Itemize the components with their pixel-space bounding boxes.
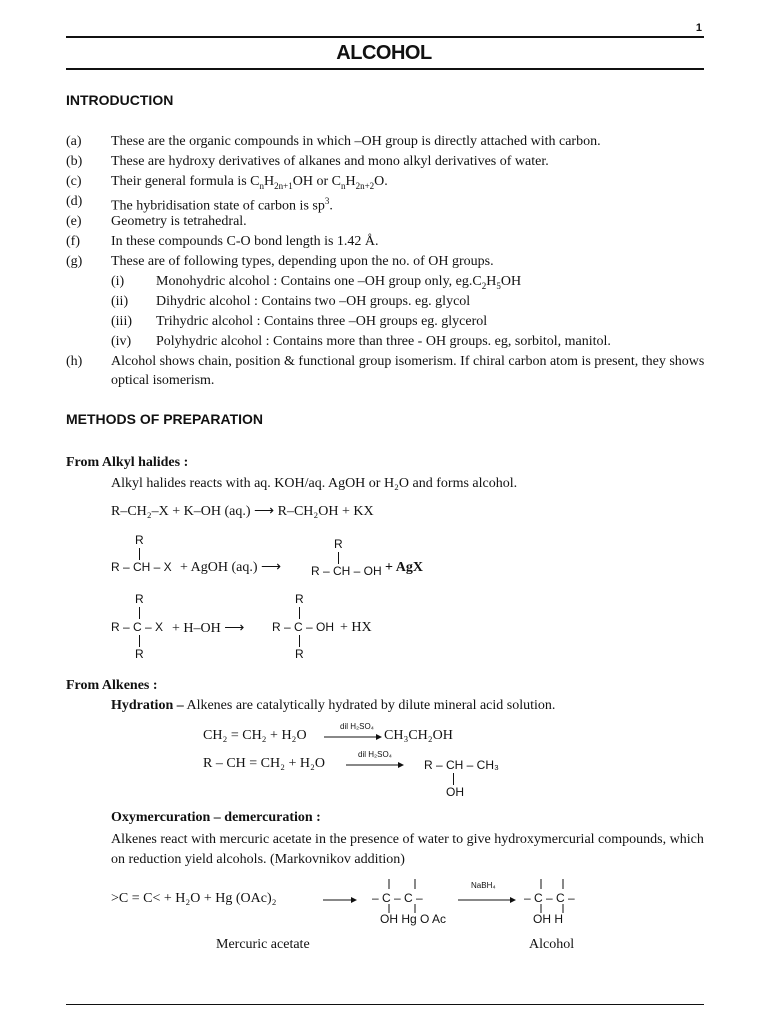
eq3-bond-top-right bbox=[299, 607, 300, 619]
item-text: These are of following types, depending upon the no. of OH groups. bbox=[111, 254, 494, 269]
eq2-product-alcohol: R – CH – OH bbox=[311, 564, 382, 578]
item-label: (f) bbox=[66, 234, 80, 249]
subitem-label: (i) bbox=[111, 274, 125, 289]
oxymercuration-product-substituents: OH H bbox=[533, 912, 563, 926]
eq3-bond-bottom-left bbox=[139, 635, 140, 647]
item-label: (d) bbox=[66, 194, 83, 209]
hydration-eq2-oh: OH bbox=[446, 785, 464, 799]
item-text-hybridisation: The hybridisation state of carbon is $sp^3$. bbox=[111, 196, 333, 214]
hydration-eq2-product: R – CH – CH₃ bbox=[424, 758, 499, 772]
page-number: 1 bbox=[695, 22, 702, 34]
caption-mercuric-acetate: Mercuric acetate bbox=[216, 937, 310, 952]
eq2-byproduct: + AgX bbox=[385, 560, 423, 575]
eq2-bond-right bbox=[338, 552, 339, 564]
subitem-text: Dihydric alcohol : Contains two –OH groups. eg. glycol bbox=[156, 294, 471, 309]
item-label: (g) bbox=[66, 254, 83, 269]
oxymercuration-intermediate-substituents: OH Hg O Ac bbox=[380, 912, 447, 926]
eq2-substituent-r-right: R bbox=[334, 537, 343, 551]
top-rule bbox=[66, 36, 704, 38]
eq3-substituent-r-top-left: R bbox=[135, 592, 144, 606]
oxymercuration-reactants: >C = C< + H₂O + Hg (OAc)₂ bbox=[111, 891, 277, 906]
oxymercuration-reagent: NaBH₄ bbox=[471, 881, 496, 890]
hydration-eq1-arrow bbox=[324, 733, 382, 741]
alkenes-heading: From Alkenes : bbox=[66, 678, 158, 693]
eq2-substituent-r-left: R bbox=[135, 533, 144, 547]
eq3-bond-top-left bbox=[139, 607, 140, 619]
eq2-bond-left bbox=[139, 548, 140, 560]
item-text: These are the organic compounds in which –OH group is directly attached with carbon. bbox=[111, 134, 601, 149]
subitem-label: (iii) bbox=[111, 314, 132, 329]
subitem-text: Monohydric alcohol : Contains one –OH group only, $eg.C_2H_5OH$ bbox=[156, 274, 522, 291]
subitem-label: (iv) bbox=[111, 334, 132, 349]
item-text: These are hydroxy derivatives of alkanes and mono alkyl derivatives of water. bbox=[111, 154, 549, 169]
eq3-byproduct: + HX bbox=[340, 620, 372, 635]
title-rule bbox=[66, 68, 704, 70]
eq2-reactant: R – CH – X bbox=[111, 560, 172, 574]
eq3-product-alcohol: R – C – OH bbox=[272, 620, 335, 634]
item-label: (h) bbox=[66, 354, 83, 369]
item-label: (b) bbox=[66, 154, 83, 169]
eq3-substituent-r-bottom-left: R bbox=[135, 647, 144, 661]
hydration-description: Alkenes are catalytically hydrated by dilute mineral acid solution. bbox=[186, 698, 556, 713]
alkyl-halides-heading: From Alkyl halides : bbox=[66, 455, 189, 470]
eq3-reactant: R – C – X bbox=[111, 620, 164, 634]
eq2-reagent: + AgOH (aq.) ⟶ bbox=[180, 560, 282, 575]
eq3-substituent-r-bottom-right: R bbox=[295, 647, 304, 661]
oxymercuration-description: Alkenes react with mercuric acetate in the presence of water to give hydroxymercurial compounds, which on reduction yield alcohols. (Markovnikov addition) bbox=[111, 832, 704, 867]
subitem-text: Polyhydric alcohol : Contains more than three - OH groups. eg, sorbitol, manitol. bbox=[156, 334, 611, 349]
page-title: ALCOHOL bbox=[336, 42, 432, 64]
subitem-text: Trihydric alcohol : Contains three –OH groups eg. glycerol bbox=[156, 314, 488, 329]
item-text: Geometry is tetrahedral. bbox=[111, 214, 247, 229]
alkyl-halide-equation-1: R–CH₂–X + K–OH (aq.) ⟶ R–CH₂OH + KX bbox=[111, 504, 374, 519]
item-label: (c) bbox=[66, 174, 82, 189]
hydration-eq1-catalyst: dil H₂SO₄ bbox=[340, 722, 374, 731]
item-label: (e) bbox=[66, 214, 82, 229]
eq3-reagent: + H–OH ⟶ bbox=[172, 621, 245, 636]
oxymercuration-heading: Oxymercuration – demercuration : bbox=[111, 810, 321, 825]
introduction-heading: INTRODUCTION bbox=[66, 92, 174, 108]
subitem-label: (ii) bbox=[111, 294, 129, 309]
oxymercuration-product: – C – C – bbox=[524, 891, 575, 905]
methods-heading: METHODS OF PREPARATION bbox=[66, 411, 264, 427]
caption-alcohol: Alcohol bbox=[529, 937, 575, 952]
hydration-eq2-oh-bond bbox=[453, 773, 454, 785]
item-text-general-formula: Their general formula is $C_nH_{2n+1}OH$ or $C_nH_{2n+2}O$. bbox=[111, 174, 388, 191]
hydration-eq2-reactants: R – CH = CH₂ + H₂O bbox=[203, 756, 326, 771]
oxymercuration-intermediate: – C – C – bbox=[372, 891, 423, 905]
hydration-line bbox=[111, 698, 555, 714]
bottom-rule bbox=[66, 1004, 704, 1005]
hydration-eq1-reactants: CH₂ = CH₂ + H₂O bbox=[203, 728, 307, 743]
hydration-label: Hydration – bbox=[111, 698, 184, 713]
alkyl-halides-description: Alkyl halides reacts with aq. KOH/aq. AgOH or H₂O and forms alcohol. bbox=[111, 476, 518, 491]
eq3-substituent-r-top-right: R bbox=[295, 592, 304, 606]
hydration-eq2-catalyst: dil H₂SO₄ bbox=[358, 750, 392, 759]
oxymercuration-arrow-2 bbox=[458, 896, 516, 904]
item-text: In these compounds C-O bond length is 1.42 Å. bbox=[111, 234, 379, 249]
eq3-bond-bottom-right bbox=[299, 635, 300, 647]
item-text: Alcohol shows chain, position & functional group isomerism. If chiral carbon atom is present, they shows optical isomerism. bbox=[111, 354, 705, 388]
oxymercuration-arrow-1 bbox=[323, 896, 357, 904]
hydration-eq1-product: CH₃CH₂OH bbox=[384, 728, 453, 743]
hydration-eq2-arrow bbox=[346, 761, 404, 769]
item-label: (a) bbox=[66, 134, 82, 149]
